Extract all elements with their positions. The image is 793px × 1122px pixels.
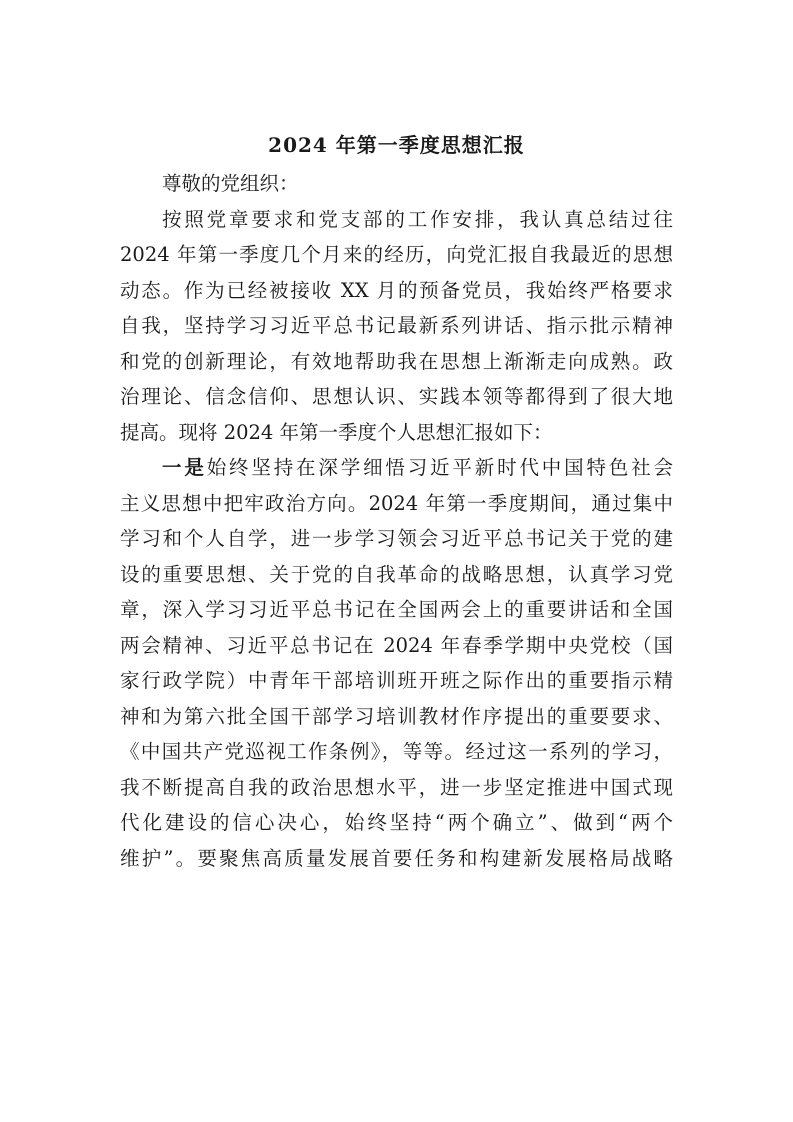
paragraph-1-line: 自我，坚持学习习近平总书记最新系列讲话、指示批示精神 xyxy=(120,314,673,337)
paragraph-2-line: 我不断提高自我的政治思想水平，进一步坚定推进中国式现 xyxy=(120,775,673,799)
paragraph-1-line: 按照党章要求和党支部的工作安排，我认真总结过往 xyxy=(162,207,673,231)
paragraph-2-line: 维护”。要聚焦高质量发展首要任务和构建新发展格局战略 xyxy=(120,846,673,870)
document-body xyxy=(120,166,673,876)
paragraph-1-line: 动态。作为已经被接收 XX 月的预备党员，我始终严格要求 xyxy=(120,278,673,302)
paragraph-1-line: 治理论、信念信仰、思想认识、实践本领等都得到了很大地 xyxy=(120,385,673,408)
paragraph-2-line: 主义思想中把牢政治方向。2024 年第一季度期间，通过集中 xyxy=(120,491,673,515)
paragraph-2-lead: 一是 xyxy=(162,456,207,479)
paragraph-2-line: 设的重要思想、关于党的自我革命的战略思想，认真学习党 xyxy=(120,562,673,586)
paragraph-2-line: 章，深入学习习近平总书记在全国两会上的重要讲话和全国 xyxy=(120,598,673,621)
salutation: 尊敬的党组织： xyxy=(162,172,299,195)
paragraph-2-line: 学习和个人自学，进一步学习领会习近平总书记关于党的建 xyxy=(120,527,673,550)
paragraph-2-line: 神和为第六批全国干部学习培训教材作序提出的重要要求、 xyxy=(120,704,673,728)
paragraph-2-first-text: 始终坚持在深学细悟习近平新时代中国特色社会 xyxy=(206,456,673,479)
paragraph-1-line: 提高。现将 2024 年第一季度个人思想汇报如下： xyxy=(120,420,553,444)
paragraph-2-line: 两会精神、习近平总书记在 2024 年春季学期中央党校（国 xyxy=(120,633,673,657)
paragraph-1-line: 和党的创新理论，有效地帮助我在思想上渐渐走向成熟。政 xyxy=(120,349,673,373)
paragraph-2-line: 家行政学院）中青年干部培训班开班之际作出的重要指示精 xyxy=(120,669,673,692)
paragraph-2-line: 《中国共产党巡视工作条例》，等等。经过这一系列的学习， xyxy=(120,740,673,763)
document-title: 2024 年第一季度思想汇报 xyxy=(268,133,525,157)
paragraph-2-first-line xyxy=(120,450,673,486)
paragraph-2-line: 代化建设的信心决心，始终坚持“两个确立”、做到“两个 xyxy=(120,811,673,834)
paragraph-1-line: 2024 年第一季度几个月来的经历，向党汇报自我最近的思想 xyxy=(120,243,673,266)
